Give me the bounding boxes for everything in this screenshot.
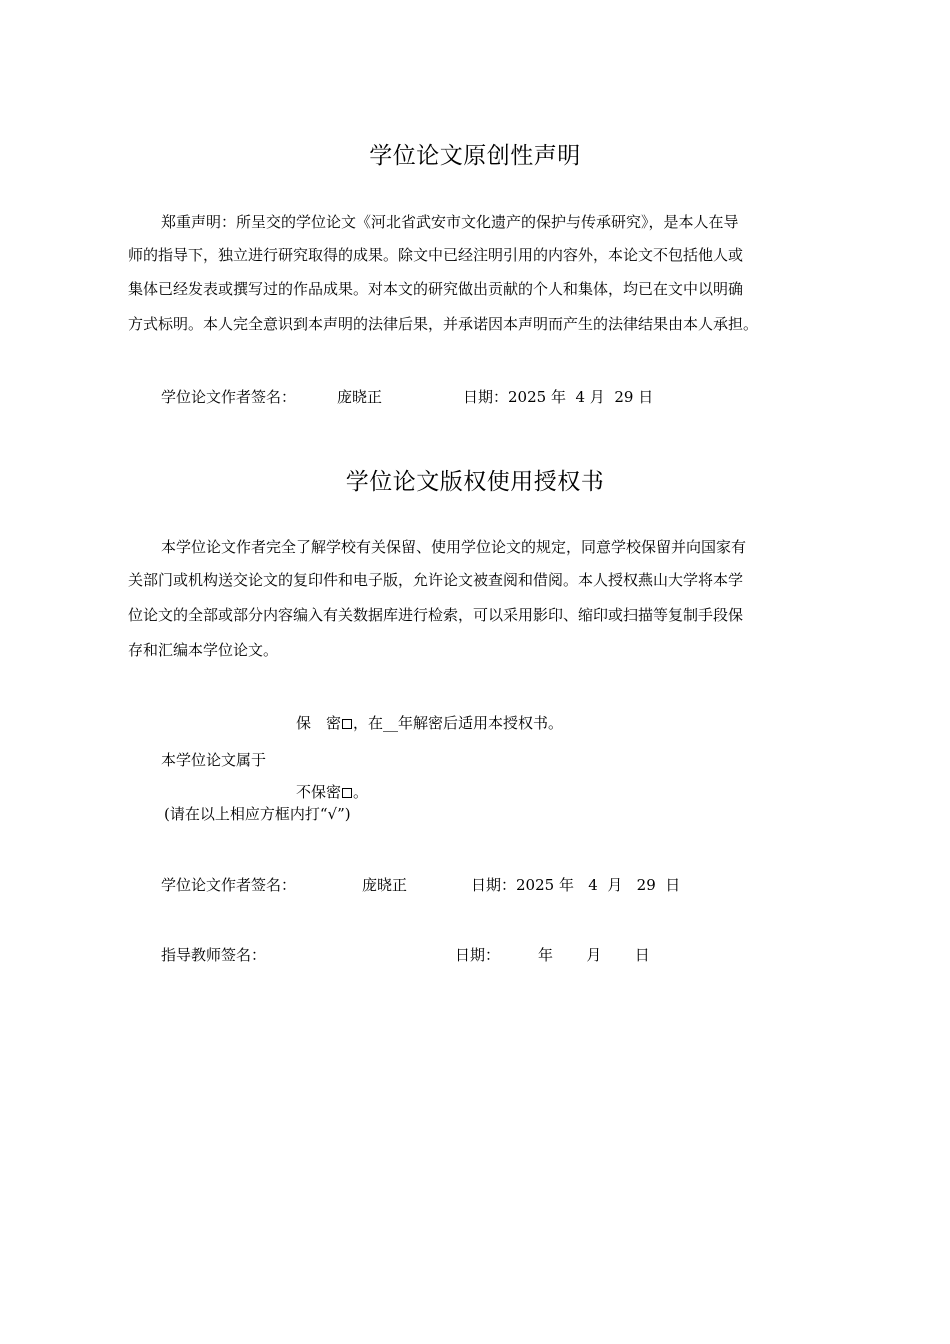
declaration-signature-label: 学位论文作者签名：	[161, 388, 297, 406]
authorization-line-2: 关部门或机构送交论文的复印件和电子版，允许论文被查阅和借阅。本人授权燕山大学将本学	[128, 571, 744, 589]
nonsecret-checkbox[interactable]	[342, 788, 352, 798]
advisor-signature-label: 指导教师签名：	[161, 946, 267, 964]
author-date	[471, 874, 680, 895]
authorization-line-1: 本学位论文作者完全了解学校有关保留、使用学位论文的规定，同意学校保留并向国家有	[161, 538, 747, 556]
nonsecret-option-label: 不保密	[296, 783, 342, 801]
declaration-line-3: 集体已经发表或撰写过的作品成果。对本文的研究做出贡献的个人和集体，均已在文中以明确	[128, 280, 744, 298]
authorization-title: 学位论文版权使用授权书	[345, 469, 605, 495]
author-date-label: 日期：	[471, 876, 517, 894]
declaration-signature-name: 庞晓正	[337, 388, 383, 406]
author-signature-name: 庞晓正	[362, 876, 408, 894]
declaration-date-value: 2025 年 4 月 29 日	[508, 388, 654, 406]
advisor-date-label: 日期：	[455, 946, 501, 964]
checkbox-instruction: (请在以上相应方框内打“√”)	[164, 805, 351, 823]
secret-option-label: 保 密	[296, 714, 342, 732]
declaration-date	[463, 386, 653, 407]
declaration-line-1: 郑重声明：所呈交的学位论文《河北省武安市文化遗产的保护与传承研究》，是本人在导	[161, 213, 739, 231]
authorization-line-4: 存和汇编本学位论文。	[128, 641, 279, 659]
thesis-belongs-label: 本学位论文属于	[161, 751, 267, 769]
advisor-date-value: 年 月 日	[538, 946, 650, 964]
declaration-line-2: 师的指导下，独立进行研究取得的成果。除文中已经注明引用的内容外，本论文不包括他人或	[128, 246, 744, 264]
secret-option-suffix: ，在__年解密后适用本授权书。	[353, 714, 564, 732]
author-signature-label: 学位论文作者签名：	[161, 876, 297, 894]
secret-option	[296, 712, 563, 733]
secret-checkbox[interactable]	[342, 719, 352, 729]
declaration-date-label: 日期：	[463, 388, 509, 406]
declaration-title: 学位论文原创性声明	[369, 143, 581, 169]
authorization-line-3: 位论文的全部或部分内容编入有关数据库进行检索，可以采用影印、缩印或扫描等复制手段保	[128, 606, 744, 624]
author-date-value: 2025 年 4 月 29 日	[516, 876, 681, 894]
declaration-line-4: 方式标明。本人完全意识到本声明的法律后果，并承诺因本声明而产生的法律结果由本人承担。	[128, 315, 759, 333]
nonsecret-option	[296, 781, 368, 802]
nonsecret-option-suffix: 。	[353, 783, 369, 801]
